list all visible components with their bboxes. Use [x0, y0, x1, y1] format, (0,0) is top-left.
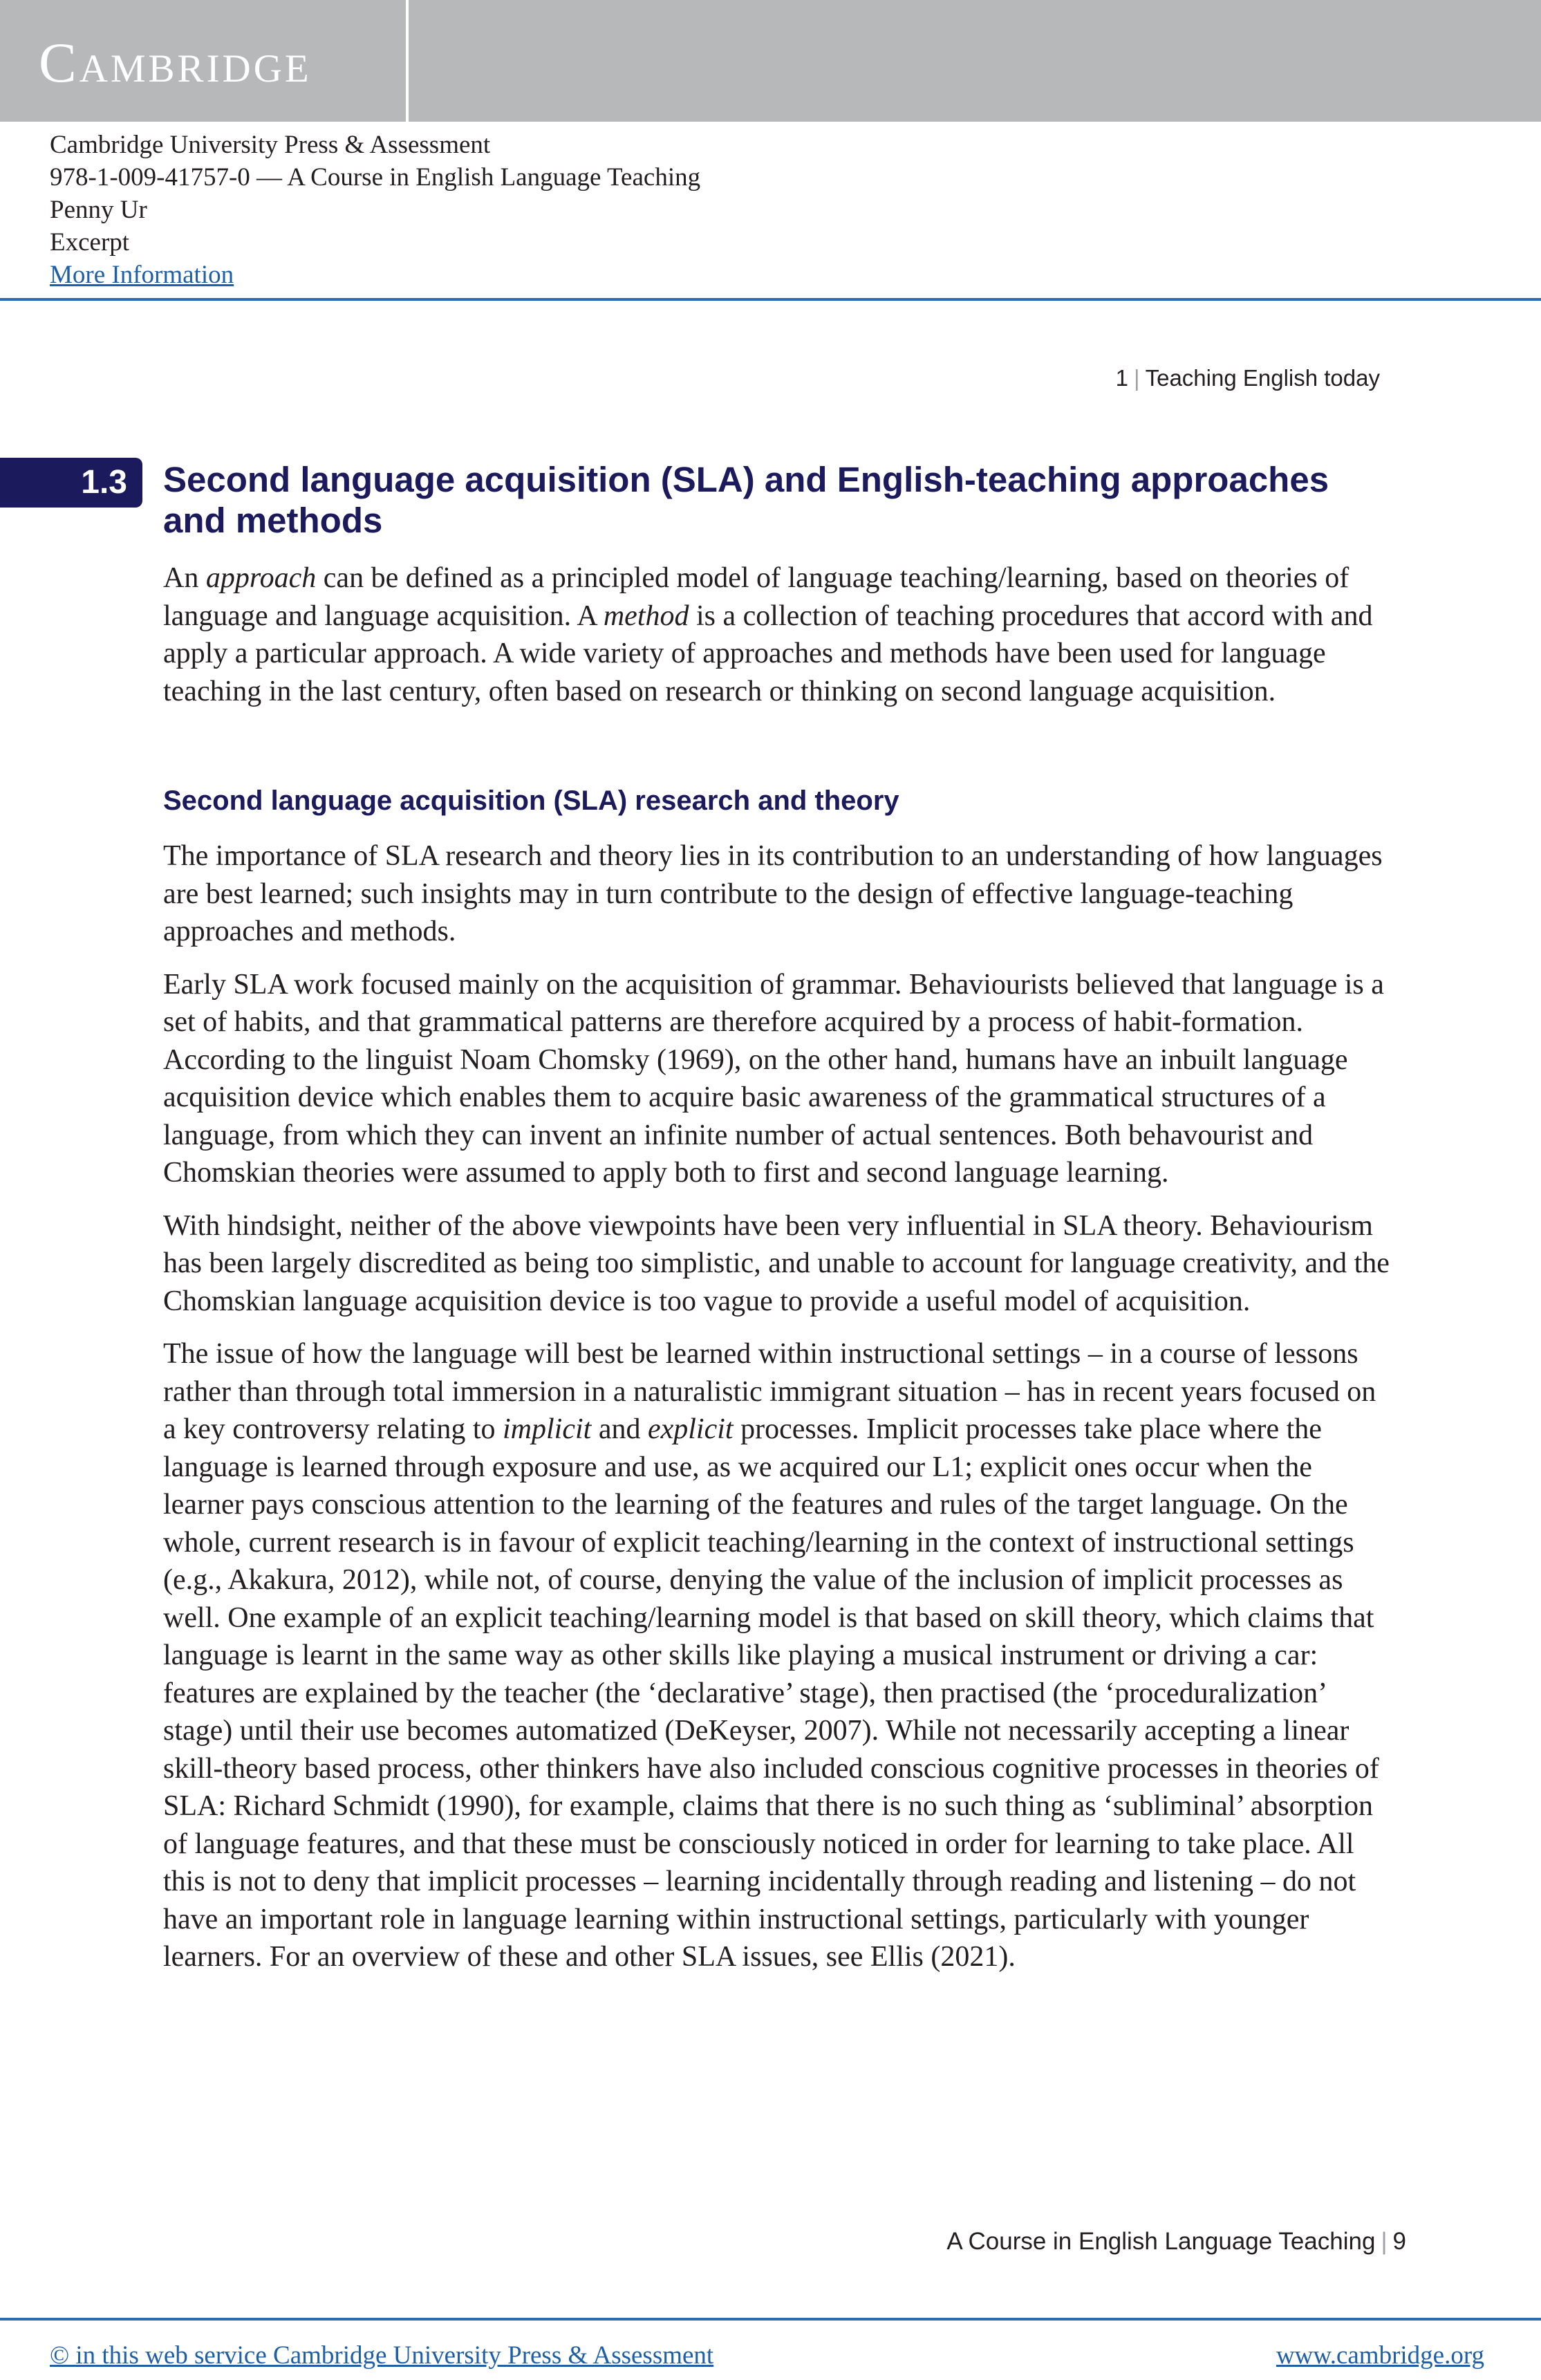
page-number: 9 [1392, 2228, 1406, 2255]
header-banner [0, 0, 1541, 122]
separator: | [1381, 2228, 1388, 2255]
cambridge-logo: Cambridge [39, 31, 312, 94]
folio-book-title: A Course in English Language Teaching [946, 2228, 1376, 2255]
chapter-title: Teaching English today [1145, 365, 1380, 391]
chapter-number: 1 [1115, 365, 1129, 391]
page-folio [946, 2228, 1406, 2256]
intro-paragraph [163, 559, 1394, 710]
section-number-tab: 1.3 [0, 458, 142, 508]
section-title: Second language acquisition (SLA) and English-teaching approaches and methods [163, 460, 1329, 540]
italic-term: implicit [503, 1413, 592, 1445]
website-link[interactable]: www.cambridge.org [1276, 2341, 1484, 2370]
text-run: and [591, 1413, 648, 1445]
book-metadata [50, 129, 700, 291]
footer-left [50, 2341, 713, 2370]
text-run: An [163, 562, 206, 594]
excerpt-line: Excerpt [50, 228, 130, 257]
italic-term: method [603, 599, 689, 632]
more-information-link[interactable]: More Information [50, 261, 234, 289]
footer-rule [0, 2318, 1541, 2321]
italic-term: explicit [647, 1413, 734, 1445]
text-run: is a collection of teaching procedures that accord with and apply a particular approach. A wide variety of approaches and methods have been used for language teaching in the last century, often based on research or thinking on second language acquisition. [163, 599, 1373, 707]
italic-term: approach [205, 562, 317, 594]
subheading: Second language acquisition (SLA) research and theory [163, 785, 899, 816]
copyright-link[interactable]: © in this web service Cambridge University Press & Assessment [50, 2341, 714, 2370]
intro-block [163, 559, 1394, 725]
main-body [163, 837, 1394, 1991]
header-rule [0, 298, 1541, 301]
separator: | [1134, 365, 1140, 391]
text-run: can be defined as a principled model of language teaching/learning, based on theories of language and language acquisition. A [163, 562, 1349, 632]
text-run: processes. Implicit processes take place where the language is learned through exposure and use, as we acquired our L1; explicit ones occur when the learner pays conscious attention to the learning of the features and rules of the target language. On the whole, current research is in favour of explicit teaching/learning in the context of instructional settings (e.g., Akakura, 2012), while not, of course, denying the value of the inclusion of implicit processes as well. One example of an explicit teaching/learning model is that based on skill theory, which claims that language is learnt in the same way as other skills like playing a musical instrument or driving a car: features are explained by the teacher (the ‘declarative’ stage), then practised (the ‘proceduralization’ stage) until their use becomes automatized (DeKeyser, 2007). While not necessarily accepting a linear skill-theory based process, other thinkers have also included conscious cognitive processes in theories of SLA: Richard Schmidt (1990), for example, claims that there is no such thing as ‘subliminal’ absorption of language features, and that these must be consciously noticed in order for learning to take place. All this is not to deny that implicit processes – learning incidentally through reading and listening – do not have an important role in language learning within instructional settings, particularly with younger learners. For an overview of these and other SLA issues, see Ellis (2021). [163, 1413, 1379, 1973]
running-head [1116, 365, 1380, 391]
publisher-line: Cambridge University Press & Assessment [50, 131, 491, 159]
author-line: Penny Ur [50, 196, 147, 224]
paragraph-2: Early SLA work focused mainly on the acquisition of grammar. Behaviourists believed that language is a set of habits, and that grammatical patterns are therefore acquired by a process of habit-formation. According to the linguist Noam Chomsky (1969), on the other hand, humans have an inbuilt language acquisition device which enables them to acquire basic awareness of the grammatical structures of a language, from which they can invent an infinite number of actual sentences. Both behavourist and Chomskian theories were assumed to apply both to first and second language learning. [163, 968, 1384, 1189]
paragraph-3: With hindsight, neither of the above viewpoints have been very influential in SLA theory. Behaviourism has been largely discredited as being too simplistic, and unable to account for language creativity, and the Chomskian language acquisition device is too vague to provide a useful model of acquisition. [163, 1209, 1390, 1317]
paragraph-1: The importance of SLA research and theory lies in its contribution to an understanding of how languages are best learned; such insights may in turn contribute to the design of effective language-teaching approaches and methods. [163, 840, 1383, 947]
paragraph-4 [163, 1335, 1394, 1976]
isbn-title-line: 978-1-009-41757-0 — A Course in English Language Teaching [50, 163, 701, 192]
banner-divider [406, 0, 409, 122]
text-run: The issue of how the language will best be learned within instructional settings – in a course of lessons rather than through total immersion in a naturalistic immigrant situation – has in recent years focused on a key controversy relating to [163, 1338, 1376, 1445]
footer-right [1276, 2341, 1484, 2370]
